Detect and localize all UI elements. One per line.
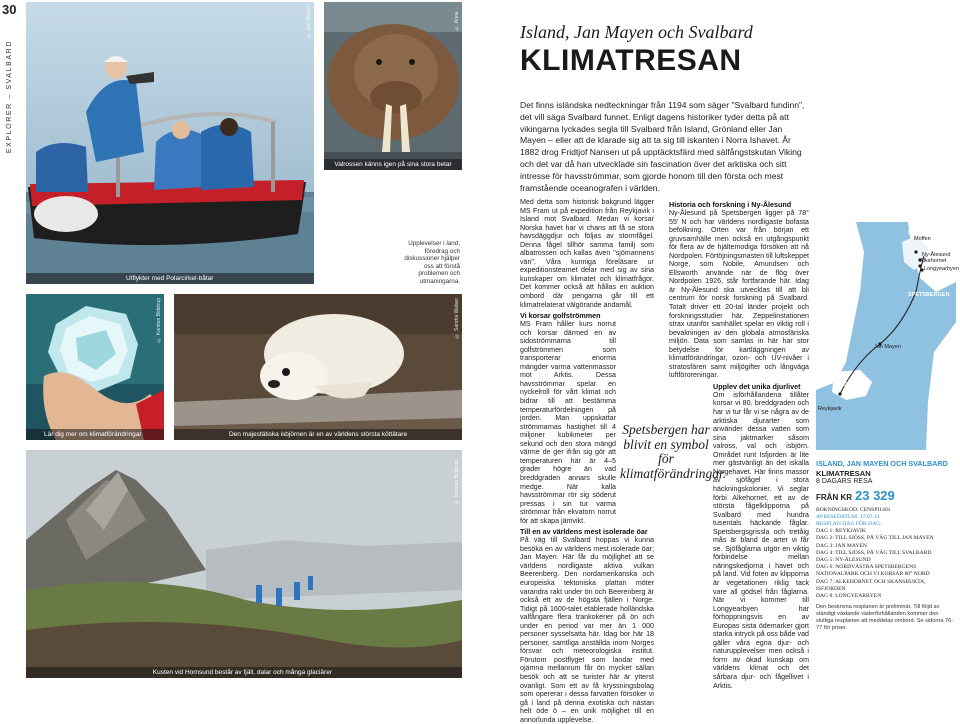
trip-destination: ISLAND, JAN MAYEN OCH SVALBARD [816, 459, 948, 468]
itinerary-day: DAG 6: NORDVÄSTRA SPETSBERGENS NATIONALPARK OCH VI KORSAR 80° NORD [816, 564, 930, 578]
subheading: Upplev det unika djurlivet [713, 381, 801, 391]
article-kicker: Island, Jan Mayen och Svalbard [520, 22, 753, 42]
itinerary-day: DAG 4: TILL SJÖSS, PÅ VÄG TILL SVALBARD [816, 549, 932, 556]
body-paragraph: Om isförhållandena tillåter korsar vi 80. breddgraden och har vi tur får vi se några av de arktiska djurarter som använder dessa vatten som sina jaktmarker såsom valross, val och isbjörn. Området runt Isfjorden är lite mer gästvänligt än det iskalla Norgehavet. Här finns massor av sjöfågel i stora häckningskolonier. Vi seglar förbi Alkehornet, ett av de största fågelklipporna på Svalbard med hundra tusentals häckande fåglar. Spetsbergsgrissla och tretåig mås är bland de arter vi får se. Sjöfåglarna utgör en viktig förbindelse mellan näringskedjorna i havet och på land. Vid foten av klipporna är vegetationen riklig tack vare all gödsel från fåglarna. När vi kommer till Longyearbyen har förhoppningsvis en av Europas sista ödemarker gjort starka intryck på oss både vad gäller våra egna djur- och naturupplevelser men också i form av ökad kunskap om världens klimat och det sårbara djur- och fågellivet i Arktis. [713, 390, 809, 690]
pull-quote: Spetsbergen har blivit en symbol för klimatförändringar. [620, 422, 727, 481]
photo-credit-boat: © Jon Mullan [306, 6, 312, 38]
itinerary-day: DAG 2: TILL SJÖSS, PÅ VÄG TILL JAN MAYEN [816, 535, 934, 542]
map-region-norge: NORGE [938, 378, 959, 384]
running-header: EXPLORER – SVALBARD [6, 40, 13, 154]
photo-credit-walrus: © Anna ... [454, 6, 460, 31]
map-label-moffen: Moffen [914, 236, 931, 242]
subheading: Vi korsar golfströmmen [520, 311, 601, 321]
photo-ice [26, 294, 164, 440]
itinerary-note: Den beskrivna resplanen är preliminär. Till följd av ständigt växlande väderförhållanden kommer den slutliga resplanen att meddelas ombord. Se sidorna 76-77 för priser. [816, 604, 954, 631]
photo-bear [174, 294, 462, 440]
photo-caption-ice: Lär dig mer om klimatförändringar [26, 429, 164, 440]
lead-paragraph: Det finns isländska nedteckningar från 1194 som säger "Svalbard fundinn", det vill säga Svalbard funnet. Enligt dagens historiker tyder detta på att vikingarna lyckades segla till Svalbard från Island, Grönland eller Jan Mayen – eller att de klarade sig att ta sig till iskanten i Norra Ishavet. År 1882 drog Fridtjof Nansen ut på upptäcktsfärd med sälfångstskutan Viking och det var då han utvecklade sin fascination över det arktiska och sitt intresse för havsströmmar, som gjorde honom till den första och mest framstående oceanografen i världen. [520, 100, 805, 193]
side-quote: Upplevelser i land, föredrag och diskussioner hjälper oss att förstå problemen och utmaningarna. [404, 240, 460, 285]
map-region-svalbard: SVALBARD [908, 230, 939, 236]
body-paragraph: Ny-Ålesund på Spetsbergen ligger på 78° 55' N och har världens nordligaste bofasta befolkning. Orten var från början ett gruvsamhälle men också en utgångspunkt för flera av de hjältemodiga försöken att nå Nordpolen. Förtöjningsmasten till luftskeppet Norge, som Nobile, Amundsen och Ellsworth använde när de flög över Nordpolen 1926, står fortfarande här. Idag är Ny-Ålesund ska utvecklas till att bli centrum för norsk forskning på Svalbard. Totalt driver ett 20-tal länder projekt och forskningsstudier här. Zeppelinstationen strax utanför samhället spelar en viktig roll i bevakningen av den globala atmosfäriska miljön. Data som samlas in här har stor betydelse för kartläggningen av klimatförändringar, ozon- och UV-nivåer i stratosfären samt miljögifter och långväga luftföroreningar. [669, 209, 809, 380]
map-region-island: ISLAND [842, 382, 863, 388]
map-region-gronland: GRØNLAND [818, 342, 850, 348]
photo-hornsund [26, 450, 462, 678]
photo-credit-ice: © Karsten Bidstrup [156, 298, 162, 343]
map-label-longyearbyen: Longyearbyen [924, 266, 959, 272]
route-map [816, 222, 959, 450]
photo-caption-boat: Utflykter med Polarcirkel-båtar [26, 273, 314, 284]
itinerary-header: RESPLAN DAG FÖR DAG: [816, 521, 882, 527]
map-label-reykjavik: Reykjavik [818, 406, 842, 412]
trip-duration: 8 DAGARS RESA [816, 477, 873, 485]
itinerary-day: DAG 5: NY-ÅLESUND [816, 557, 871, 564]
photo-caption-bear: Den majestätiska isbjörnen är en av världens största köttätare [174, 429, 462, 440]
photo-caption-hornsund: Kusten vid Hornsund består av fjäll, dalar och många glaciärer [26, 667, 462, 678]
body-paragraph: MS Fram håller kurs norrut och korsar därmed en av sidoströmmarna till golfströmmen som transporterar enorma mängder varma vattenmassor mot Arktis. Dessa havsströmmar spelar en nyckelroll för vårt klimat och bidrar till att bestämma temperaturfördelningen på jorden. Man uppskattar strömmarnas hastighet till 4 miljoner kubikmeter per sekund och den stora mängd värme de ger ifrån sig gör att temperaturen här är 4–5 grader högre än vad breddgraden annars skulle medge. När kalla havsströmmar rör sig söderut pressas i sin tur varma strömmar från ekvatorn norrut för att skapa jämvikt. [520, 320, 616, 525]
trip-info-box [816, 460, 956, 631]
subheading: Till en av världens mest isolerade öar [520, 527, 648, 537]
photo-credit-bear: © Sandra Walser [454, 298, 460, 339]
map-label-ny-alesund: Ny-Ålesund [922, 252, 951, 258]
itinerary-day: DAG 1: REYKJAVIK [816, 528, 866, 535]
departure-date: AVRESEDATUM: 17.07.14 [816, 513, 880, 520]
itinerary-day: DAG 8: LONGYEARBYEN [816, 593, 882, 600]
photo-caption-walrus: Valrossen känns igen på sina stora betar [324, 159, 462, 170]
photo-walrus [324, 2, 462, 170]
itinerary-day: DAG 7: ALKEHORNET OCH SKANSBUKTA, ISFJORDEN [816, 578, 926, 592]
photo-credit-hornsund: © Karsten Bidstrup [454, 460, 460, 505]
photo-boat [26, 2, 314, 284]
subheading: Historia och forskning i Ny-Ålesund [669, 200, 792, 209]
body-paragraph: På väg till Svalbard hoppas vi kunna besöka en av världens mest isolerade öar; Jan Mayen. Här får du möjlighet att se världens nordligaste aktiva vulkan Beerenberg. Den nordamerikanska och europeiska tektoniska plattan möter varandra rakt under ön och Beerenberg är också ett av de högsta fjällen i Norge. Tidigt på 1600-talet etablerade holländska valfångare flera trankokerier på ön och under en period var mer än 1 000 personer sysselsatta här. Idag bor här 18 personer, samtliga anställda inom Norges försvar och meteorologiska institut. Förutom postflyget som landar med ojämna mellanrum får ön mycket sällan besök och att se turister här är ytterst ovanligt. Som ett av få kryssningsbolag som opererar i dessa farvatten försöker vi gå i land på denna exotiska och nästan helt öde ö – en unik möjlighet till en annorlunda upplevelse. [520, 536, 654, 724]
page-number: 30 [2, 2, 17, 17]
article-title: KLIMATRESAN [520, 44, 742, 77]
body-paragraph: Med detta som historisk bakgrund lägger MS Fram ut på expedition från Reykjavik i Island mot Svalbard. Medan vi korsar Norska havet har vi chans att få se stora havsdäggdjur och följas av stormfågel. Denna fågel tillhör samma familj som albatrossen och kallas även "sjömannens vän". Våra kunniga föreläsare ur expeditionsteamet delar med sig av sina kunskaper om klimatet och klimatfrågor. Det kommer också att hållas en auktion ombord där pengarna går till ett klimatrelaterat välgörande ändamål. [520, 198, 654, 309]
itinerary-day: DAG 3: JAN MAYEN [816, 542, 867, 549]
map-label-jan-mayen: Jan Mayen [874, 344, 901, 350]
map-label-alkehornet: Alkehornet [920, 258, 947, 264]
trip-price: FRÅN KR 23 329 [816, 487, 895, 503]
booking-code: BOKNINGSKOD: CENSPI1401 [816, 506, 891, 513]
trip-name: KLIMATRESAN [816, 468, 871, 478]
map-region-spetsbergen: SPETSBERGEN [908, 292, 950, 298]
